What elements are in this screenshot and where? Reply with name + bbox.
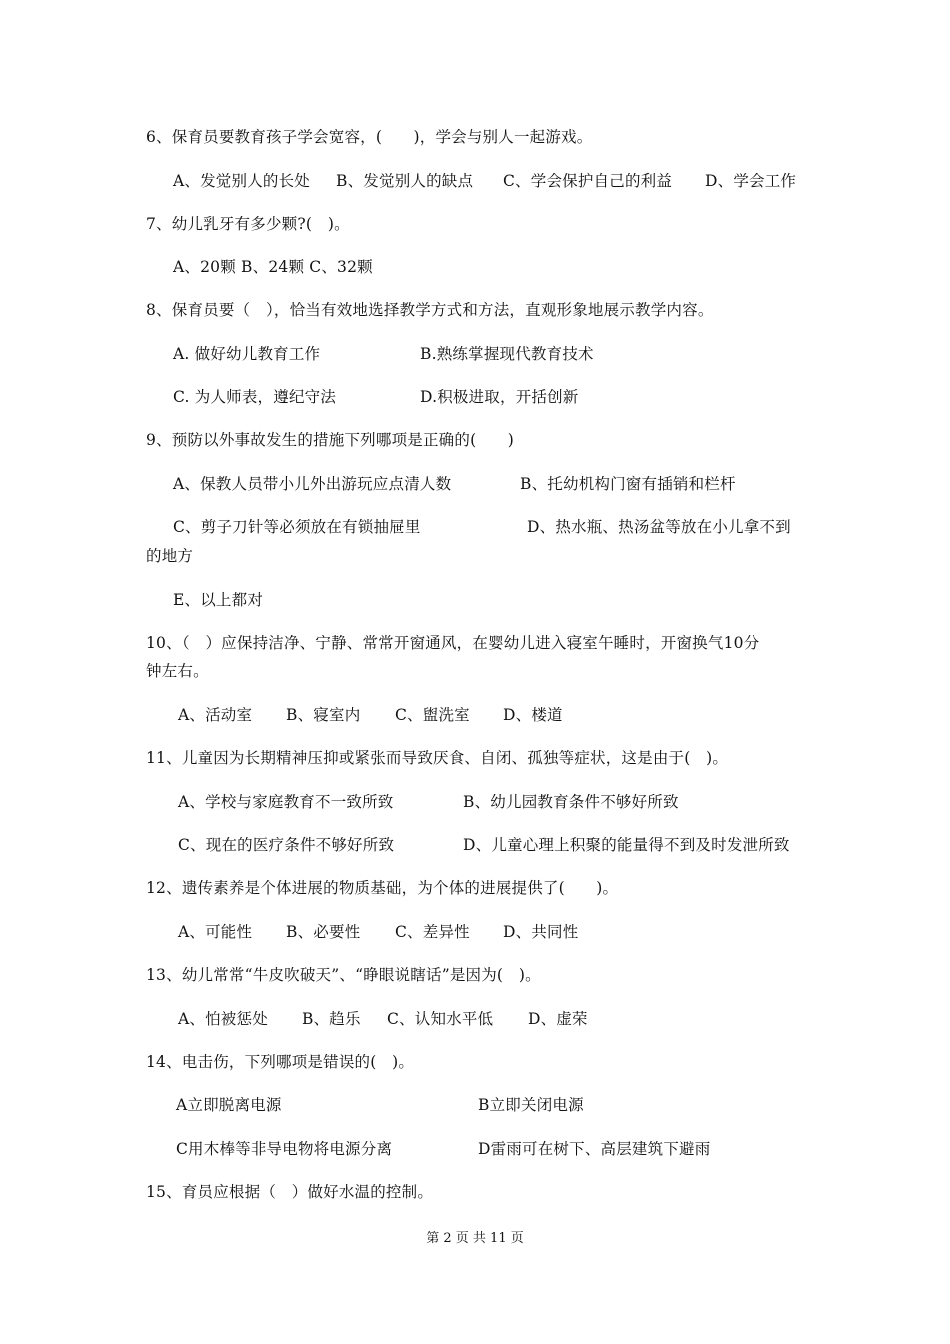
option: B、寝室内 (286, 706, 361, 724)
option: C、现在的医疗条件不够好所致 (178, 836, 395, 854)
option: C用木棒等非导电物将电源分离 (176, 1140, 393, 1158)
question-stem: 13、幼儿常常“牛皮吹破天”、“睁眼说瞎话”是因为( )。 (146, 966, 541, 984)
option: B、托幼机构门窗有插销和栏杆 (520, 475, 736, 493)
option: D雷雨可在树下、高层建筑下避雨 (478, 1140, 711, 1158)
option: C、差异性 (395, 923, 470, 941)
question-stem: 14、电击伤，下列哪项是错误的( )。 (146, 1053, 415, 1071)
question-stem: 7、幼儿乳牙有多少颗?( )。 (146, 215, 350, 233)
option: A、保教人员带小儿外出游玩应点清人数 (173, 475, 452, 493)
option: B、发觉别人的缺点 (336, 172, 474, 190)
question-stem: 15、育员应根据（ ）做好水温的控制。 (146, 1183, 434, 1201)
option: A、发觉别人的长处 (173, 172, 310, 190)
option-continuation: 的地方 (146, 547, 194, 565)
option: D、虚荣 (528, 1010, 588, 1028)
option: D.积极进取，开括创新 (420, 388, 579, 406)
option: C、盥洗室 (395, 706, 470, 724)
option: C、学会保护自己的利益 (503, 172, 673, 190)
option: B、必要性 (286, 923, 361, 941)
option: D、学会工作 (705, 172, 797, 190)
option: A、学校与家庭教育不一致所致 (178, 793, 394, 811)
page-footer: 第 2 页 共 11 页 (426, 1231, 524, 1246)
option: C、剪子刀针等必须放在有锁抽屉里 (173, 518, 421, 536)
option: A、怕被惩处 (178, 1010, 268, 1028)
option: D、共同性 (503, 923, 579, 941)
option: A、可能性 (178, 923, 253, 941)
option: B.熟练掌握现代教育技术 (420, 345, 594, 363)
question-stem: 8、保育员要（ ），恰当有效地选择教学方式和方法，直观形象地展示教学内容。 (146, 301, 714, 319)
option: A. 做好幼儿教育工作 (173, 345, 321, 363)
option: D、热水瓶、热汤盆等放在小儿拿不到 (527, 518, 791, 536)
question-stem-continuation: 钟左右。 (146, 662, 209, 680)
option: B、幼儿园教育条件不够好所致 (463, 793, 679, 811)
option: D、儿童心理上积聚的能量得不到及时发泄所致 (463, 836, 790, 854)
option: A立即脱离电源 (176, 1096, 282, 1114)
option: A、20颗 B、24颗 C、32颗 (173, 258, 373, 276)
option: E、以上都对 (173, 591, 264, 609)
option: B、趋乐 (302, 1010, 361, 1028)
question-stem: 6、保育员要教育孩子学会宽容，( )，学会与别人一起游戏。 (146, 128, 593, 146)
option: A、活动室 (178, 706, 253, 724)
question-stem: 12、遗传素养是个体进展的物质基础，为个体的进展提供了( )。 (146, 879, 619, 897)
option: C、认知水平低 (387, 1010, 494, 1028)
option: B立即关闭电源 (478, 1096, 584, 1114)
question-stem: 9、预防以外事故发生的措施下列哪项是正确的( ) (146, 431, 514, 449)
question-stem: 10、（ ）应保持洁净、宁静、常常开窗通风，在婴幼儿进入寝室午睡时，开窗换气10分 (146, 634, 760, 652)
option: C. 为人师表，遵纪守法 (173, 388, 337, 406)
option: D、楼道 (503, 706, 563, 724)
question-stem: 11、儿童因为长期精神压抑或紧张而导致厌食、自闭、孤独等症状，这是由于( )。 (146, 749, 729, 767)
